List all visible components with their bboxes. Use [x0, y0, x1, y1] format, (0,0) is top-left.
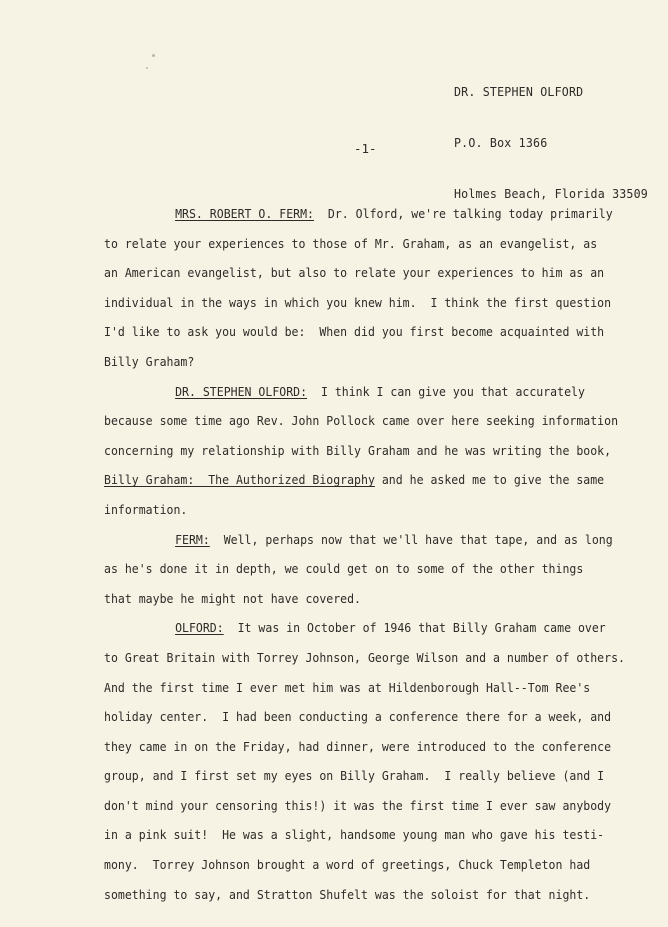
letterhead-city: Holmes Beach, Florida 33509	[454, 186, 648, 201]
paragraph-line: to relate your experiences to those of Mr. Graham, as an evangelist, as	[104, 235, 598, 251]
paragraph-line: And the first time I ever met him was at Hildenborough Hall--Tom Ree's	[104, 679, 591, 695]
letterhead-po-box: P.O. Box 1366	[454, 135, 548, 150]
paragraph-line: information.	[104, 501, 188, 517]
speaker-label: FERM:	[175, 531, 210, 547]
paragraph-line: that maybe he might not have covered.	[104, 590, 362, 606]
paragraph-line	[104, 465, 668, 495]
speaker-label: OLFORD:	[175, 620, 224, 636]
paragraph-line: don't mind your censoring this!) it was the first time I ever saw anybody	[104, 797, 612, 813]
paragraph-line: mony. Torrey Johnson brought a word of greetings, Chuck Templeton had	[104, 857, 591, 873]
page-number: -1-	[354, 141, 377, 156]
paragraph-line	[104, 613, 668, 643]
letterhead-name: DR. STEPHEN OLFORD	[454, 84, 584, 99]
paragraph-line	[104, 525, 668, 555]
transcript-body	[104, 199, 668, 909]
paragraph-line: I'd like to ask you would be: When did you first become acquainted with	[104, 324, 605, 340]
paragraph-line: group, and I first set my eyes on Billy Graham. I really believe (and I	[104, 768, 605, 784]
paper-speck	[152, 54, 155, 57]
line-text: I think I can give you that accurately	[307, 383, 585, 399]
line-text: It was in October of 1946 that Billy Graham came over	[223, 620, 606, 636]
paper-speck	[146, 67, 148, 69]
paragraph-line: holiday center. I had been conducting a conference there for a week, and	[104, 709, 612, 725]
line-text: Dr. Olford, we're talking today primarily	[313, 206, 613, 221]
paragraph-line: concerning my relationship with Billy Graham and he was writing the book,	[104, 442, 612, 458]
paragraph-line	[104, 199, 668, 229]
paragraph-line: in a pink suit! He was a slight, handsome young man who gave his testi-	[104, 827, 605, 843]
paragraph-line: an American evangelist, but also to relate your experiences to him as an	[104, 265, 605, 281]
line-text: Well, perhaps now that we'll have that tape, and as long	[209, 531, 613, 547]
paragraph-line: as he's done it in depth, we could get on to some of the other things	[104, 561, 584, 577]
paragraph-line: individual in the ways in which you knew him. I think the first question	[104, 294, 612, 310]
paragraph-line: to Great Britain with Torrey Johnson, George Wilson and a number of others.	[104, 649, 625, 665]
speaker-label: MRS. ROBERT O. FERM:	[175, 206, 314, 221]
speaker-label: DR. STEPHEN OLFORD:	[175, 383, 308, 399]
line-text: and he asked me to give the same	[374, 472, 605, 488]
paragraph-line	[104, 377, 668, 407]
paragraph-line: because some time ago Rev. John Pollock came over here seeking information	[104, 413, 619, 429]
book-title: Billy Graham: The Authorized Biography	[104, 472, 375, 488]
paragraph-line: something to say, and Stratton Shufelt was the soloist for that night.	[104, 886, 591, 902]
paragraph-line: they came in on the Friday, had dinner, were introduced to the conference	[104, 738, 612, 754]
paragraph-line: Billy Graham?	[104, 353, 195, 369]
